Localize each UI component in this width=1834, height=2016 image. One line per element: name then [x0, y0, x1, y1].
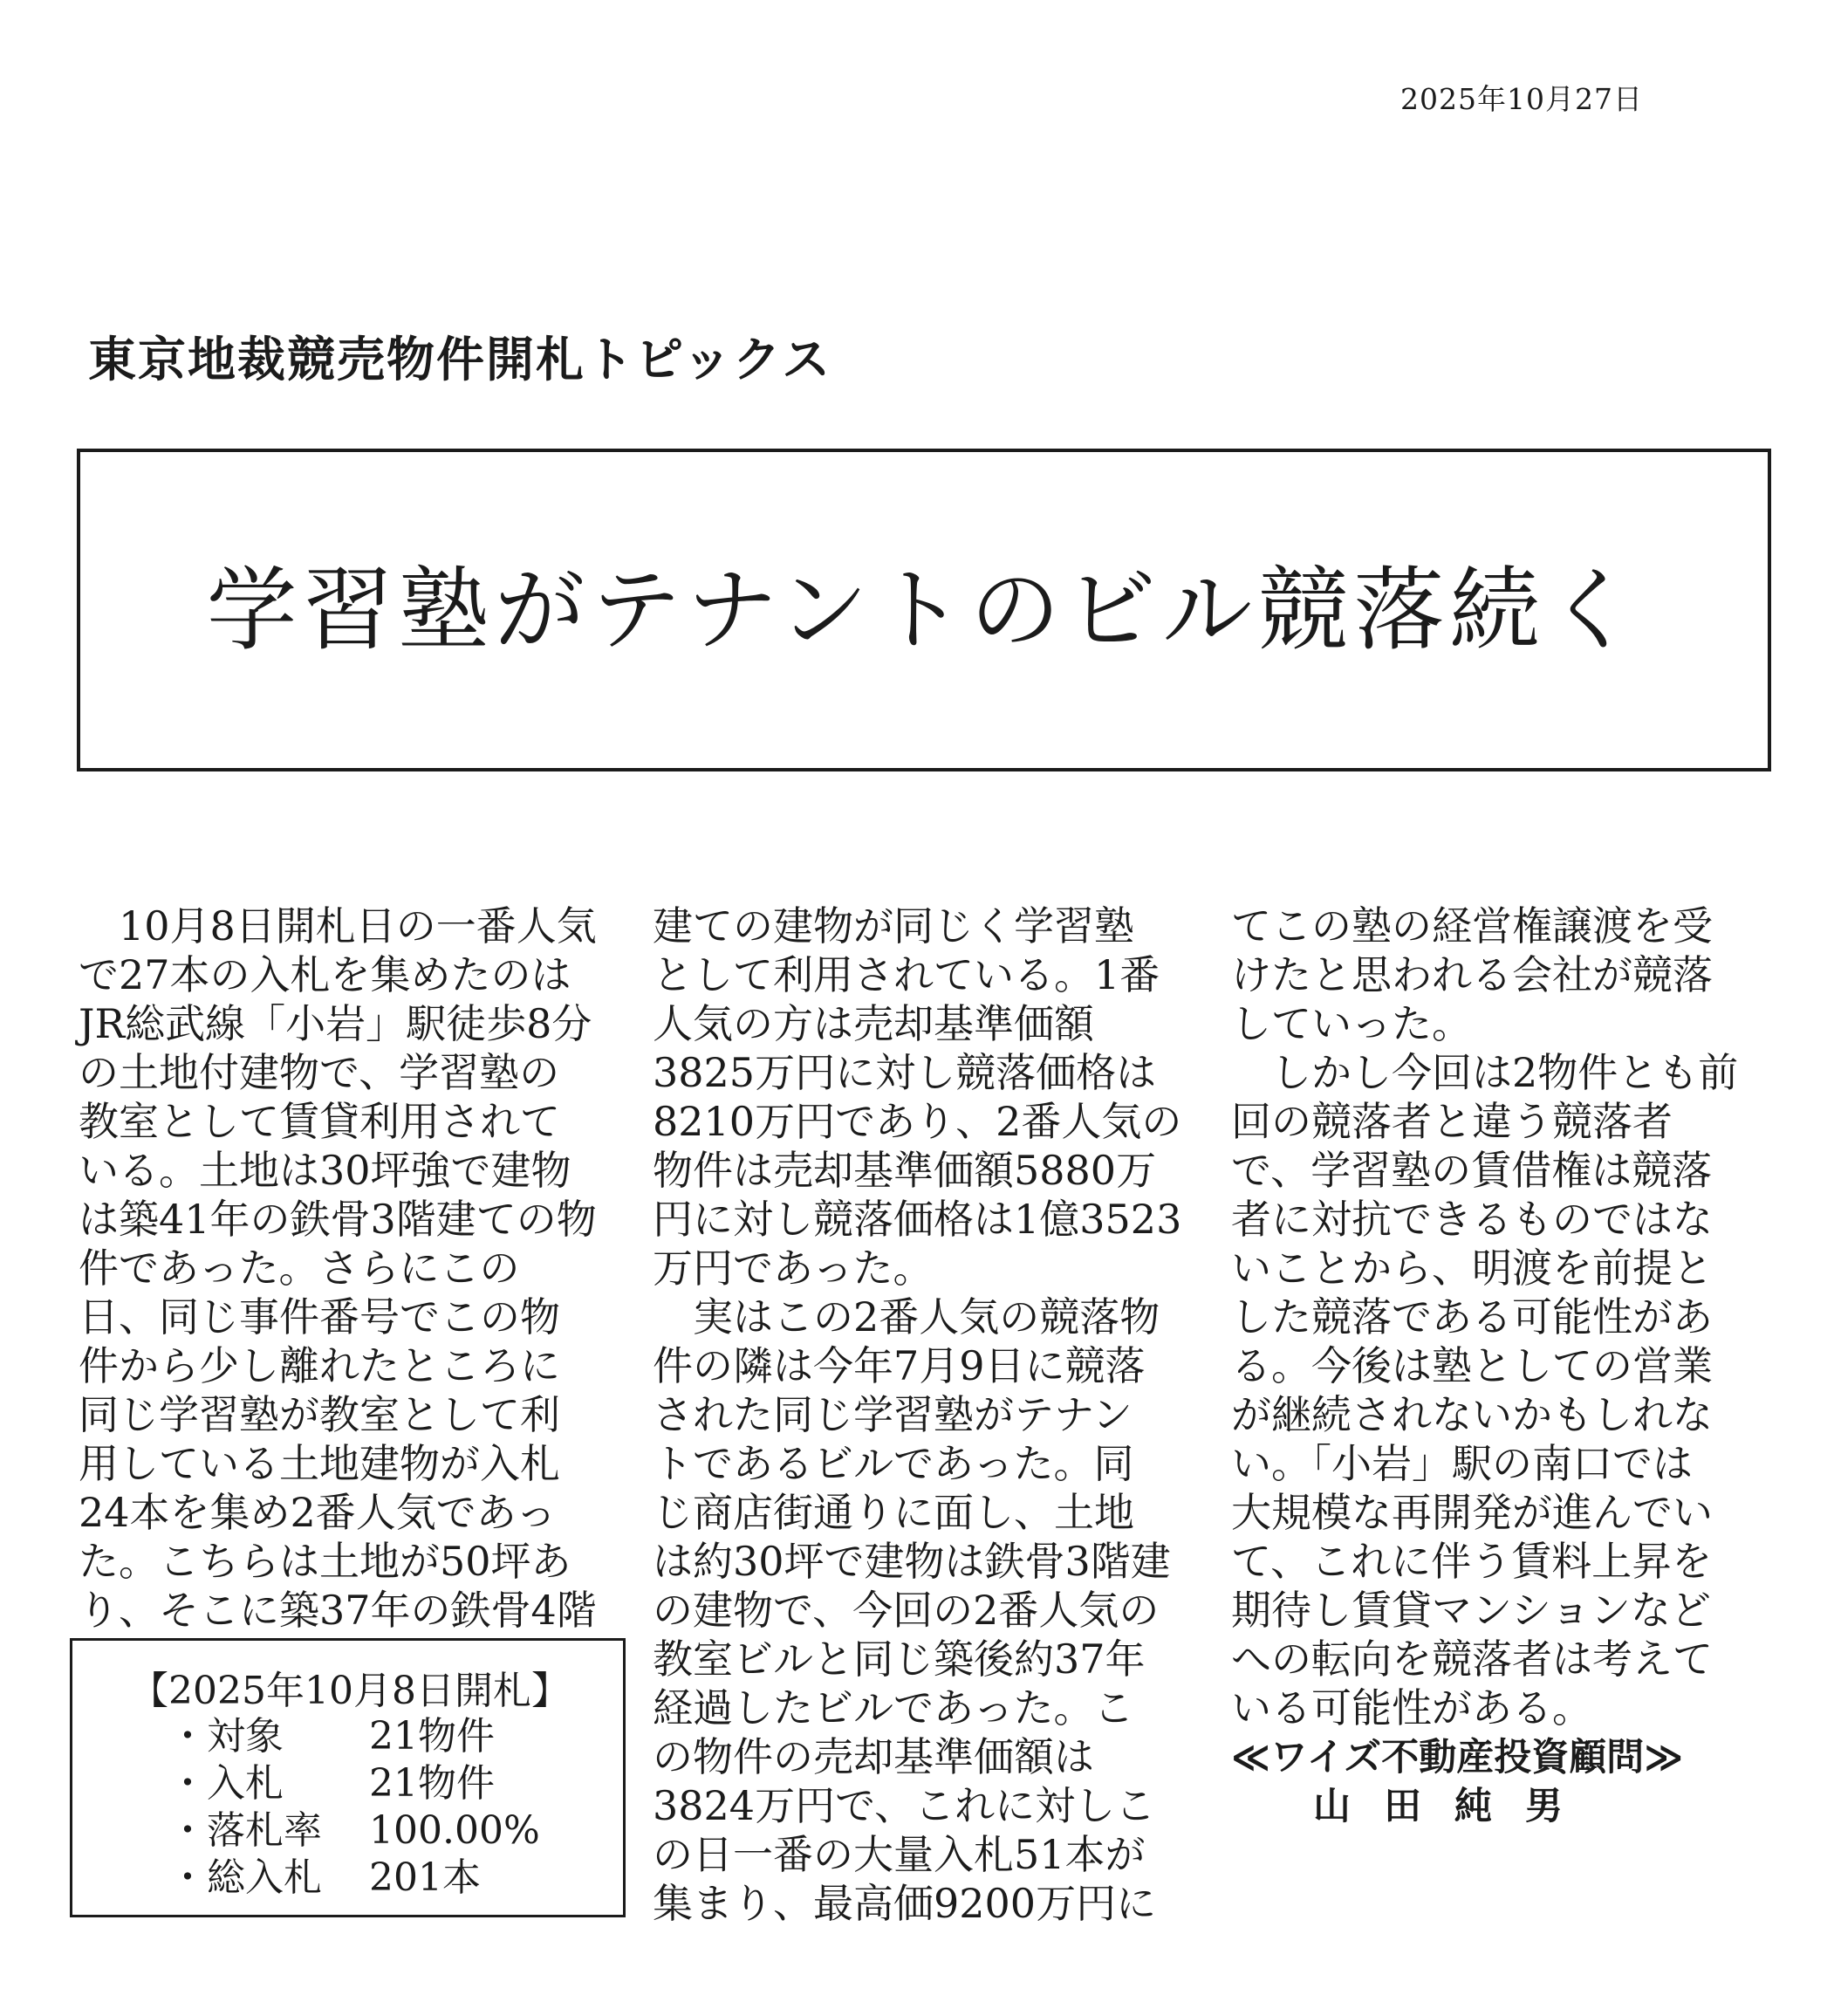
headline: 学習塾がテナントのビル競落続く — [206, 557, 1642, 663]
text-line: いる可能性がある。 — [1231, 1684, 1592, 1731]
stats-value: 100.00% — [369, 1808, 540, 1853]
byline-company: ≪ワイズ不動産投資顧問≫ — [1231, 1736, 1684, 1779]
text-line: の建物で、今回の2番人気の — [653, 1587, 1160, 1634]
text-line: て、これに伴う賃料上昇を — [1231, 1538, 1713, 1585]
text-line: が継続されないかもしれな — [1231, 1391, 1713, 1438]
text-line: 期待し賃貸マンションなど — [1231, 1587, 1711, 1634]
text-line: いことから、明渡を前提と — [1231, 1245, 1713, 1292]
stats-header: 【2025年10月8日開札】 — [130, 1669, 570, 1713]
text-line: けたと思われる会社が競落 — [1231, 951, 1713, 998]
text-line: 件から少し離れたところに — [79, 1342, 560, 1389]
text-line: 物件は売却基準価額5880万 — [653, 1147, 1157, 1194]
article-column-2 — [653, 902, 1181, 1928]
stats-label: ・入札 — [168, 1761, 284, 1806]
stats-label: ・総入札 — [168, 1855, 322, 1900]
text-line: は築41年の鉄骨3階建ての物 — [79, 1196, 597, 1243]
text-line: は約30坪で建物は鉄骨3階建 — [653, 1538, 1171, 1585]
text-line: 同じ学習塾が教室として利 — [79, 1391, 560, 1438]
text-line: 8210万円であり、2番人気の — [653, 1098, 1182, 1145]
text-line: 3824万円で、これに対しこ — [653, 1782, 1156, 1829]
stats-value: 21物件 — [369, 1761, 495, 1806]
text-line: の土地付建物で、学習塾の — [79, 1049, 560, 1096]
text-line: 件の隣は今年7月9日に競落 — [653, 1342, 1146, 1389]
series-title: 東京地裁競売物件開札トピックス — [88, 332, 832, 387]
text-line: トであるビルであった。同 — [653, 1440, 1134, 1487]
text-line: 3825万円に対し競落価格は — [653, 1049, 1157, 1096]
headline-box — [77, 449, 1771, 771]
text-line: 集まり、最高価9200万円に — [653, 1880, 1157, 1927]
article-column-1 — [79, 902, 597, 1635]
stats-row-bids — [168, 1761, 495, 1807]
text-line: る。今後は塾としての営業 — [1231, 1342, 1713, 1389]
text-line: いる。土地は30坪強で建物 — [79, 1147, 571, 1194]
text-line: していった。 — [1231, 1000, 1472, 1047]
text-line: 教室として賃貸利用されて — [79, 1098, 560, 1145]
text-line: 用している土地建物が入札 — [79, 1440, 560, 1487]
text-line: 日、同じ事件番号でこの物 — [79, 1293, 560, 1341]
text-line: しかし今回は2物件とも前 — [1231, 1049, 1739, 1096]
text-line: の物件の売却基準価額は — [653, 1733, 1094, 1780]
stats-value: 21物件 — [369, 1714, 495, 1759]
text-line: じ商店街通りに面し、土地 — [653, 1489, 1134, 1536]
text-line: た。こちらは土地が50坪あ — [79, 1538, 571, 1585]
text-line: 10月8日開札日の一番人気 — [79, 902, 597, 950]
stats-label: ・落札率 — [168, 1808, 322, 1853]
text-line: 建ての建物が同じく学習塾 — [653, 902, 1134, 950]
publication-date: 2025年10月27日 — [1400, 82, 1643, 116]
stats-row-total-bids — [168, 1855, 481, 1901]
text-line: 円に対し競落価格は1億3523 — [653, 1196, 1182, 1243]
stats-value: 201本 — [369, 1855, 481, 1900]
text-line: 大規模な再開発が進んでい — [1231, 1489, 1713, 1536]
text-line: で、学習塾の賃借権は競落 — [1231, 1147, 1713, 1194]
text-line: 人気の方は売却基準価額 — [653, 1000, 1094, 1047]
text-line: 24本を集め2番人気であっ — [79, 1489, 557, 1536]
text-line: 回の競落者と違う競落者 — [1231, 1098, 1673, 1145]
text-line: として利用されている。1番 — [653, 951, 1160, 998]
byline-author: 山田純男 — [1313, 1785, 1596, 1828]
text-line: り、そこに築37年の鉄骨4階 — [79, 1587, 597, 1634]
auction-stats-box — [70, 1638, 626, 1917]
text-line: した競落である可能性があ — [1231, 1293, 1713, 1341]
text-line: てこの塾の経営権譲渡を受 — [1231, 902, 1713, 950]
text-line: への転向を競落者は考えて — [1231, 1635, 1713, 1683]
text-line: で27本の入札を集めたのは — [79, 951, 571, 998]
text-line: 万円であった。 — [653, 1245, 934, 1292]
text-line: された同じ学習塾がテナン — [653, 1391, 1133, 1438]
article-column-3 — [1231, 902, 1738, 1732]
stats-label: ・対象 — [168, 1714, 284, 1759]
text-line: 教室ビルと同じ築後約37年 — [653, 1635, 1146, 1683]
text-line: JR総武線「小岩」駅徒歩8分 — [79, 1000, 592, 1047]
text-line: 件であった。さらにこの — [79, 1245, 520, 1292]
text-line: い。「小岩」駅の南口では — [1231, 1440, 1693, 1487]
text-line: 者に対抗できるものではな — [1231, 1196, 1713, 1243]
stats-row-success-rate — [168, 1808, 540, 1854]
text-line: 経過したビルであった。こ — [653, 1684, 1134, 1731]
text-line: の日一番の大量入札51本が — [653, 1831, 1146, 1878]
text-line: 実はこの2番人気の競落物 — [653, 1293, 1160, 1341]
stats-row-target — [168, 1714, 495, 1759]
